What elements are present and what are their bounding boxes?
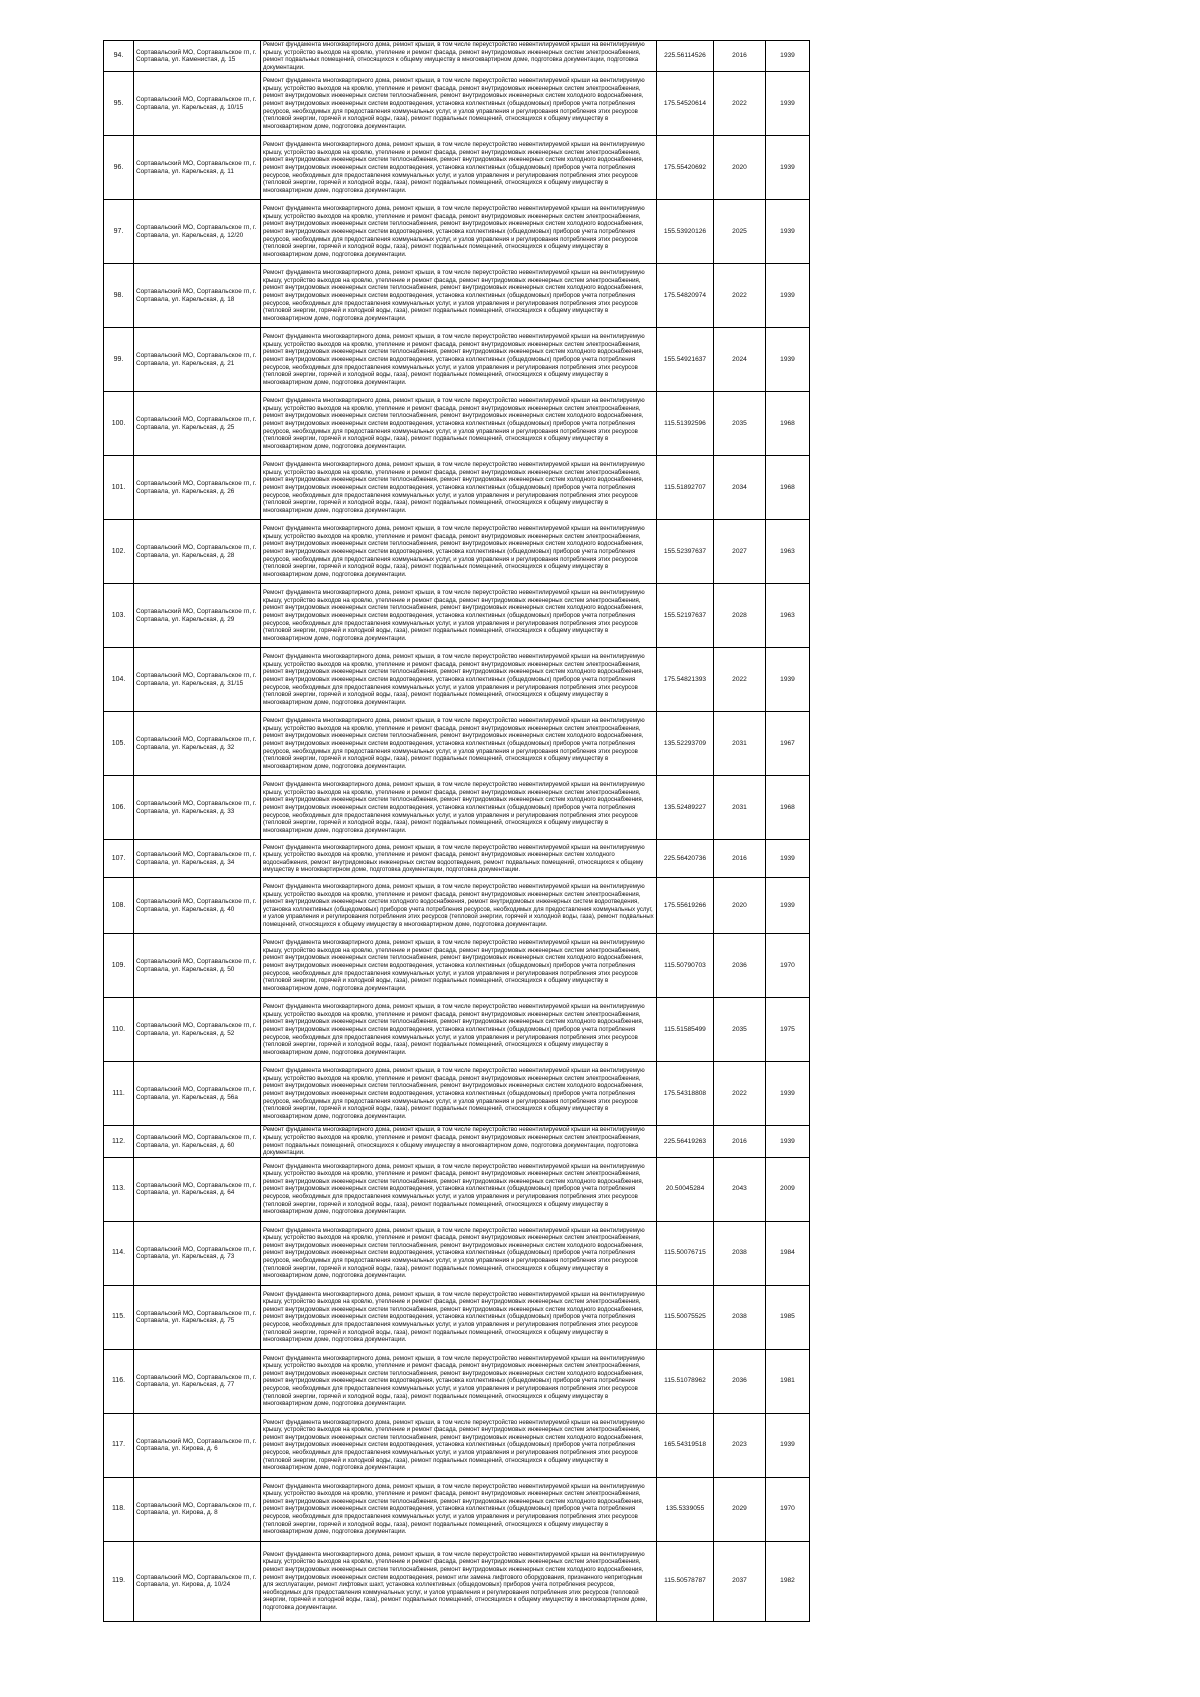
row-number: 107.: [104, 840, 134, 878]
repair-year-cell: 2025: [714, 200, 766, 264]
cost-cell: 135.52489227: [657, 776, 714, 840]
table-row: [104, 1062, 810, 1126]
repair-year-cell: 2020: [714, 136, 766, 200]
row-number: 102.: [104, 520, 134, 584]
works-text: Ремонт фундамента многоквартирного дома, ремонт крыши, в том числе переустройство невентилируемой крыши на вентилируемую крышу, устройство выходов на кровлю, утепление и ремонт фасада, ремонт внутридомовых инженерных систем электроснабжения, ремонт внутридомовых инженерных систем теплоснабжения, ремонт внутридомовых инженерных систем холодного водоснабжения, ремонт внутридомовых инженерных систем водоотведения, установка коллективных (общедомовых) приборов учета потребления ресурсов, необходимых для предоставления коммунальных услуг, и узлов управления и регулирования потребления этих ресурсов (тепловой энергии, горячей и холодной воды, газа), ремонт подвальных помещений, относящихся к общему имуществу в многоквартирном доме, подготовка документации.: [263, 781, 645, 834]
built-year-cell: 1939: [766, 840, 810, 878]
address-cell: Сортавальский МО, Сортавальское гп, г. Сортавала, ул. Карельская, д. 56а: [134, 1062, 261, 1126]
repair-year-cell: 2020: [714, 878, 766, 934]
table-row: [104, 712, 810, 776]
works-text: Ремонт фундамента многоквартирного дома, ремонт крыши, в том числе переустройство невентилируемой крыши на вентилируемую крышу, устройство выходов на кровлю, утепление и ремонт фасада, ремонт внутридомовых инженерных систем электроснабжения, ремонт внутридомовых инженерных систем теплоснабжения, ремонт внутридомовых инженерных систем холодного водоснабжения, ремонт внутридомовых инженерных систем водоотведения, установка коллективных (общедомовых) приборов учета потребления ресурсов, необходимых для предоставления коммунальных услуг, и узлов управления и регулирования потребления этих ресурсов (тепловой энергии, горячей и холодной воды, газа), ремонт подвальных помещений, относящихся к общему имуществу в многоквартирном доме, подготовка документации.: [263, 1482, 645, 1536]
repair-year-cell: 2035: [714, 392, 766, 456]
address-cell: Сортавальский МО, Сортавальское гп, г. Сортавала, ул. Кирова, д. 10/24: [134, 1541, 261, 1621]
works-text: Ремонт фундамента многоквартирного дома, ремонт крыши, в том числе переустройство невентилируемой крыши на вентилируемую крышу, устройство выходов на кровлю, утепление и ремонт фасада, ремонт внутридомовых инженерных систем электроснабжения, ремонт внутридомовых инженерных систем теплоснабжения, ремонт внутридомовых инженерных систем холодного водоснабжения, ремонт внутридомовых инженерных систем водоотведения, установка коллективных (общедомовых) приборов учета потребления ресурсов, необходимых для предоставления коммунальных услуг, и узлов управления и регулирования потребления этих ресурсов (тепловой энергии, горячей и холодной воды, газа), ремонт подвальных помещений, относящихся к общему имуществу в многоквартирном доме, подготовка документации.: [263, 1290, 645, 1344]
built-year-cell: 1985: [766, 1285, 810, 1349]
repair-year-cell: 2034: [714, 456, 766, 520]
built-year-cell: 1963: [766, 584, 810, 648]
works-text: Ремонт фундамента многоквартирного дома, ремонт крыши, в том числе переустройство невентилируемой крыши на вентилируемую крышу, устройство выходов на кровлю, утепление и ремонт фасада, ремонт внутридомовых инженерных систем электроснабжения, ремонт внутридомовых инженерных систем теплоснабжения, ремонт внутридомовых инженерных систем холодного водоснабжения, ремонт внутридомовых инженерных систем водоотведения, установка коллективных (общедомовых) приборов учета потребления ресурсов, необходимых для предоставления коммунальных услуг, и узлов управления и регулирования потребления этих ресурсов (тепловой энергии, горячей и холодной воды, газа), ремонт подвальных помещений, относящихся к общему имуществу в многоквартирном доме, подготовка документации.: [263, 653, 645, 706]
address-cell: Сортавальский МО, Сортавальское гп, г. Сортавала, ул. Карельская, д. 18: [134, 264, 261, 328]
table-row: [104, 72, 810, 136]
row-number: 109.: [104, 934, 134, 998]
repair-year-cell: 2016: [714, 1126, 766, 1157]
works-cell: [261, 998, 657, 1062]
built-year-cell: 1939: [766, 200, 810, 264]
works-text: Ремонт фундамента многоквартирного дома, ремонт крыши, в том числе переустройство невентилируемой крыши на вентилируемую крышу, устройство выходов на кровлю, утепление и ремонт фасада, ремонт внутридомовых инженерных систем электроснабжения, ремонт внутридомовых инженерных систем теплоснабжения, ремонт внутридомовых инженерных систем холодного водоснабжения, ремонт внутридомовых инженерных систем водоотведения, установка коллективных (общедомовых) приборов учета потребления ресурсов, необходимых для предоставления коммунальных услуг, и узлов управления и регулирования потребления этих ресурсов (тепловой энергии, горячей и холодной воды, газа), ремонт подвальных помещений, относящихся к общему имуществу в многоквартирном доме, подготовка документации.: [263, 269, 645, 322]
row-number: 112.: [104, 1126, 134, 1157]
works-cell: [261, 584, 657, 648]
cost-cell: 175.54318808: [657, 1062, 714, 1126]
address-cell: Сортавальский МО, Сортавальское гп, г. Сортавала, ул. Карельская, д. 21: [134, 328, 261, 392]
repair-year-cell: 2022: [714, 72, 766, 136]
built-year-cell: 1939: [766, 1413, 810, 1477]
cost-cell: 115.50790703: [657, 934, 714, 998]
works-cell: [261, 72, 657, 136]
built-year-cell: 1939: [766, 41, 810, 72]
cost-cell: 225.56420736: [657, 840, 714, 878]
works-cell: [261, 1221, 657, 1285]
works-cell: [261, 776, 657, 840]
cost-cell: 225.56419263: [657, 1126, 714, 1157]
works-cell: [261, 1062, 657, 1126]
address-cell: Сортавальский МО, Сортавальское гп, г. Сортавала, ул. Карельская, д. 32: [134, 712, 261, 776]
cost-cell: 175.54520614: [657, 72, 714, 136]
cost-cell: 115.51585499: [657, 998, 714, 1062]
row-number: 105.: [104, 712, 134, 776]
built-year-cell: 1970: [766, 934, 810, 998]
works-text: Ремонт фундамента многоквартирного дома, ремонт крыши, в том числе переустройство невентилируемой крыши на вентилируемую крышу, устройство выходов на кровлю, утепление и ремонт фасада, ремонт внутридомовых инженерных систем электроснабжения, ремонт внутридомовых инженерных систем теплоснабжения, ремонт внутридомовых инженерных систем холодного водоснабжения, ремонт внутридомовых инженерных систем водоотведения, установка коллективных (общедомовых) приборов учета потребления ресурсов, необходимых для предоставления коммунальных услуг, и узлов управления и регулирования потребления этих ресурсов (тепловой энергии, горячей и холодной воды, газа), ремонт подвальных помещений, относящихся к общему имуществу в многоквартирном доме, подготовка документации.: [263, 77, 645, 130]
cost-cell: 155.53920126: [657, 200, 714, 264]
table-row: [104, 1349, 810, 1413]
repair-year-cell: 2043: [714, 1157, 766, 1221]
works-cell: [261, 1413, 657, 1477]
works-cell: [261, 328, 657, 392]
works-cell: [261, 712, 657, 776]
works-text: Ремонт фундамента многоквартирного дома, ремонт крыши, в том числе переустройство невентилируемой крыши на вентилируемую крышу, устройство выходов на кровлю, утепление и ремонт фасада, ремонт внутридомовых инженерных систем холодного водоснабжения, ремонт внутридомовых инженерных систем водоотведения, ремонт подвальных помещений, относящихся к общему имуществу в многоквартирном доме, подготовка документации, подготовка документации.: [263, 843, 645, 874]
built-year-cell: 1970: [766, 1477, 810, 1541]
works-cell: [261, 392, 657, 456]
table-row: [104, 520, 810, 584]
repair-year-cell: 2022: [714, 1062, 766, 1126]
capital-repair-table: [103, 40, 809, 1622]
row-number: 114.: [104, 1221, 134, 1285]
works-text: Ремонт фундамента многоквартирного дома, ремонт крыши, в том числе переустройство невентилируемой крыши на вентилируемую крышу, устройство выходов на кровлю, утепление и ремонт фасада, ремонт внутридомовых инженерных систем электроснабжения, ремонт внутридомовых инженерных систем теплоснабжения, ремонт внутридомовых инженерных систем холодного водоснабжения, ремонт внутридомовых инженерных систем водоотведения, установка коллективных (общедомовых) приборов учета потребления ресурсов, необходимых для предоставления коммунальных услуг, и узлов управления и регулирования потребления этих ресурсов (тепловой энергии, горячей и холодной воды, газа), ремонт подвальных помещений, относящихся к общему имуществу в многоквартирном доме, подготовка документации.: [263, 461, 645, 514]
row-number: 104.: [104, 648, 134, 712]
cost-cell: 175.55619266: [657, 878, 714, 934]
works-cell: [261, 840, 657, 878]
works-text: Ремонт фундамента многоквартирного дома, ремонт крыши, в том числе переустройство невентилируемой крыши на вентилируемую крышу, устройство выходов на кровлю, утепление и ремонт фасада, ремонт внутридомовых инженерных систем электроснабжения, ремонт внутридомовых инженерных систем теплоснабжения, ремонт внутридомовых инженерных систем холодного водоснабжения, ремонт внутридомовых инженерных систем водоотведения, установка коллективных (общедомовых) приборов учета потребления ресурсов, необходимых для предоставления коммунальных услуг, и узлов управления и регулирования потребления этих ресурсов (тепловой энергии, горячей и холодной воды, газа), ремонт подвальных помещений, относящихся к общему имуществу в многоквартирном доме, подготовка документации.: [263, 939, 645, 992]
address-cell: Сортавальский МО, Сортавальское гп, г. Сортавала, ул. Карельская, д. 29: [134, 584, 261, 648]
address-cell: Сортавальский МО, Сортавальское гп, г. Сортавала, ул. Карельская, д. 64: [134, 1157, 261, 1221]
repair-year-cell: 2037: [714, 1541, 766, 1621]
table-row: [104, 1157, 810, 1221]
row-number: 99.: [104, 328, 134, 392]
table-row: [104, 1413, 810, 1477]
table-row: [104, 1477, 810, 1541]
cost-cell: 225.56114526: [657, 41, 714, 72]
built-year-cell: 1984: [766, 1221, 810, 1285]
works-text: Ремонт фундамента многоквартирного дома, ремонт крыши, в том числе переустройство невентилируемой крыши на вентилируемую крышу, устройство выходов на кровлю, утепление и ремонт фасада, ремонт внутридомовых инженерных систем электроснабжения, ремонт подвальных помещений, относящихся к общему имуществу в многоквартирном доме, подготовка документации, подготовка документации.: [263, 41, 645, 71]
address-cell: Сортавальский МО, Сортавальское гп, г. Сортавала, ул. Карельская, д. 12/20: [134, 200, 261, 264]
built-year-cell: 1968: [766, 392, 810, 456]
table-row: [104, 328, 810, 392]
works-cell: [261, 264, 657, 328]
works-cell: [261, 1477, 657, 1541]
repair-year-cell: 2031: [714, 712, 766, 776]
address-cell: Сортавальский МО, Сортавальское гп, г. Сортавала, ул. Каменистая, д. 15: [134, 41, 261, 72]
table-row: [104, 264, 810, 328]
address-cell: Сортавальский МО, Сортавальское гп, г. Сортавала, ул. Карельская, д. 11: [134, 136, 261, 200]
table-row: [104, 456, 810, 520]
cost-cell: 115.51892707: [657, 456, 714, 520]
row-number: 115.: [104, 1285, 134, 1349]
address-cell: Сортавальский МО, Сортавальское гп, г. Сортавала, ул. Карельская, д. 31/15: [134, 648, 261, 712]
row-number: 116.: [104, 1349, 134, 1413]
cost-cell: 20.50045284: [657, 1157, 714, 1221]
repair-year-cell: 2038: [714, 1221, 766, 1285]
row-number: 118.: [104, 1477, 134, 1541]
cost-cell: 155.52197637: [657, 584, 714, 648]
row-number: 117.: [104, 1413, 134, 1477]
row-number: 113.: [104, 1157, 134, 1221]
table-row: [104, 648, 810, 712]
works-text: Ремонт фундамента многоквартирного дома, ремонт крыши, в том числе переустройство невентилируемой крыши на вентилируемую крышу, устройство выходов на кровлю, утепление и ремонт фасада, ремонт внутридомовых инженерных систем электроснабжения, ремонт внутридомовых инженерных систем теплоснабжения, ремонт внутридомовых инженерных систем холодного водоснабжения, ремонт внутридомовых инженерных систем водоотведения, установка коллективных (общедомовых) приборов учета потребления ресурсов, необходимых для предоставления коммунальных услуг, и узлов управления и регулирования потребления этих ресурсов (тепловой энергии, горячей и холодной воды, газа), ремонт подвальных помещений, относящихся к общему имуществу в многоквартирном доме, подготовка документации.: [263, 1003, 645, 1056]
works-text: Ремонт фундамента многоквартирного дома, ремонт крыши, в том числе переустройство невентилируемой крыши на вентилируемую крышу, устройство выходов на кровлю, утепление и ремонт фасада, ремонт внутридомовых инженерных систем электроснабжения, ремонт внутридомовых инженерных систем теплоснабжения, ремонт внутридомовых инженерных систем холодного водоснабжения, ремонт внутридомовых инженерных систем водоотведения, установка коллективных (общедомовых) приборов учета потребления ресурсов, необходимых для предоставления коммунальных услуг, и узлов управления и регулирования потребления этих ресурсов (тепловой энергии, горячей и холодной воды, газа), ремонт подвальных помещений, относящихся к общему имуществу в многоквартирном доме, подготовка документации.: [263, 141, 645, 194]
built-year-cell: 1963: [766, 520, 810, 584]
row-number: 108.: [104, 878, 134, 934]
cost-cell: 175.54820974: [657, 264, 714, 328]
works-cell: [261, 1157, 657, 1221]
row-number: 111.: [104, 1062, 134, 1126]
cost-cell: 135.5339055: [657, 1477, 714, 1541]
table-row: [104, 998, 810, 1062]
table-row: [104, 878, 810, 934]
table-row: [104, 1285, 810, 1349]
works-cell: [261, 41, 657, 72]
row-number: 103.: [104, 584, 134, 648]
works-text: Ремонт фундамента многоквартирного дома, ремонт крыши, в том числе переустройство невентилируемой крыши на вентилируемую крышу, устройство выходов на кровлю, утепление и ремонт фасада, ремонт внутридомовых инженерных систем электроснабжения, ремонт подвальных помещений, относящихся к общему имуществу в многоквартирном доме, подготовка документации, подготовка документации.: [263, 1126, 645, 1157]
repair-year-cell: 2036: [714, 1349, 766, 1413]
works-text: Ремонт фундамента многоквартирного дома, ремонт крыши, в том числе переустройство невентилируемой крыши на вентилируемую крышу, устройство выходов на кровлю, утепление и ремонт фасада, ремонт внутридомовых инженерных систем электроснабжения, ремонт внутридомовых инженерных систем теплоснабжения, ремонт внутридомовых инженерных систем холодного водоснабжения, ремонт внутридомовых инженерных систем водоотведения, установка коллективных (общедомовых) приборов учета потребления ресурсов, необходимых для предоставления коммунальных услуг, и узлов управления и регулирования потребления этих ресурсов (тепловой энергии, горячей и холодной воды, газа), ремонт подвальных помещений, относящихся к общему имуществу в многоквартирном доме, подготовка документации.: [263, 1354, 645, 1408]
works-cell: [261, 1349, 657, 1413]
works-text: Ремонт фундамента многоквартирного дома, ремонт крыши, в том числе переустройство невентилируемой крыши на вентилируемую крышу, устройство выходов на кровлю, утепление и ремонт фасада, ремонт внутридомовых инженерных систем электроснабжения, ремонт внутридомовых инженерных систем теплоснабжения, ремонт внутридомовых инженерных систем холодного водоснабжения, ремонт внутридомовых инженерных систем водоотведения, установка коллективных (общедомовых) приборов учета потребления ресурсов, необходимых для предоставления коммунальных услуг, и узлов управления и регулирования потребления этих ресурсов (тепловой энергии, горячей и холодной воды, газа), ремонт подвальных помещений, относящихся к общему имуществу в многоквартирном доме, подготовка документации.: [263, 1162, 645, 1216]
built-year-cell: 1939: [766, 328, 810, 392]
repair-year-cell: 2028: [714, 584, 766, 648]
cost-cell: 165.54319518: [657, 1413, 714, 1477]
table-row: [104, 934, 810, 998]
repair-year-cell: 2023: [714, 1413, 766, 1477]
built-year-cell: 1939: [766, 136, 810, 200]
cost-cell: 175.55420692: [657, 136, 714, 200]
cost-cell: 135.52293709: [657, 712, 714, 776]
built-year-cell: 1968: [766, 456, 810, 520]
works-cell: [261, 520, 657, 584]
address-cell: Сортавальский МО, Сортавальское гп, г. Сортавала, ул. Карельская, д. 60: [134, 1126, 261, 1157]
cost-cell: 115.50578787: [657, 1541, 714, 1621]
works-cell: [261, 456, 657, 520]
address-cell: Сортавальский МО, Сортавальское гп, г. Сортавала, ул. Карельская, д. 52: [134, 998, 261, 1062]
row-number: 97.: [104, 200, 134, 264]
built-year-cell: 1967: [766, 712, 810, 776]
address-cell: Сортавальский МО, Сортавальское гп, г. Сортавала, ул. Карельская, д. 26: [134, 456, 261, 520]
table-row: [104, 136, 810, 200]
built-year-cell: 1968: [766, 776, 810, 840]
row-number: 98.: [104, 264, 134, 328]
row-number: 119.: [104, 1541, 134, 1621]
cost-cell: 175.54821393: [657, 648, 714, 712]
works-cell: [261, 648, 657, 712]
table-body: [104, 41, 810, 1622]
address-cell: Сортавальский МО, Сортавальское гп, г. Сортавала, ул. Карельская, д. 73: [134, 1221, 261, 1285]
repair-year-cell: 2031: [714, 776, 766, 840]
row-number: 101.: [104, 456, 134, 520]
address-cell: Сортавальский МО, Сортавальское гп, г. Сортавала, ул. Карельская, д. 10/15: [134, 72, 261, 136]
table-row: [104, 392, 810, 456]
works-text: Ремонт фундамента многоквартирного дома, ремонт крыши, в том числе переустройство невентилируемой крыши на вентилируемую крышу, устройство выходов на кровлю, утепление и ремонт фасада, ремонт внутридомовых инженерных систем электроснабжения, ремонт внутридомовых инженерных систем теплоснабжения, ремонт внутридомовых инженерных систем холодного водоснабжения, ремонт внутридомовых инженерных систем водоотведения, установка коллективных (общедомовых) приборов учета потребления ресурсов, необходимых для предоставления коммунальных услуг, и узлов управления и регулирования потребления этих ресурсов (тепловой энергии, горячей и холодной воды, газа), ремонт подвальных помещений, относящихся к общему имуществу в многоквартирном доме, подготовка документации.: [263, 397, 645, 450]
cost-cell: 155.52397637: [657, 520, 714, 584]
table-row: [104, 840, 810, 878]
address-cell: Сортавальский МО, Сортавальское гп, г. Сортавала, ул. Карельская, д. 25: [134, 392, 261, 456]
built-year-cell: 1981: [766, 1349, 810, 1413]
row-number: 95.: [104, 72, 134, 136]
cost-cell: 155.54921637: [657, 328, 714, 392]
row-number: 94.: [104, 41, 134, 72]
repair-year-cell: 2022: [714, 264, 766, 328]
repair-year-cell: 2024: [714, 328, 766, 392]
works-cell: [261, 1541, 657, 1621]
works-cell: [261, 1126, 657, 1157]
repair-year-cell: 2038: [714, 1285, 766, 1349]
built-year-cell: 1939: [766, 1062, 810, 1126]
works-text: Ремонт фундамента многоквартирного дома, ремонт крыши, в том числе переустройство невентилируемой крыши на вентилируемую крышу, устройство выходов на кровлю, утепление и ремонт фасада, ремонт внутридомовых инженерных систем электроснабжения, ремонт внутридомовых инженерных систем теплоснабжения, ремонт внутридомовых инженерных систем холодного водоснабжения, ремонт внутридомовых инженерных систем водоотведения, ремонт или замена лифтового оборудования, признанного непригодным для эксплуатации, ремонт лифтовых шахт, установка коллективных (общедомовых) приборов учета потребления ресурсов, необходимых для предоставления коммунальных услуг, и узлов управления и регулирования потребления этих ресурсов (тепловой энергии, горячей и холодной воды, газа), ремонт подвальных помещений, относящихся к общему имуществу в многоквартирном доме, подготовка документации.: [263, 1550, 648, 1612]
built-year-cell: 2009: [766, 1157, 810, 1221]
address-cell: Сортавальский МО, Сортавальское гп, г. Сортавала, ул. Карельская, д. 77: [134, 1349, 261, 1413]
works-cell: [261, 1285, 657, 1349]
repair-year-cell: 2022: [714, 648, 766, 712]
works-text: Ремонт фундамента многоквартирного дома, ремонт крыши, в том числе переустройство невентилируемой крыши на вентилируемую крышу, устройство выходов на кровлю, утепление и ремонт фасада, ремонт внутридомовых инженерных систем электроснабжения, ремонт внутридомовых инженерных систем теплоснабжения, ремонт внутридомовых инженерных систем холодного водоснабжения, ремонт внутридомовых инженерных систем водоотведения, установка коллективных (общедомовых) приборов учета потребления ресурсов, необходимых для предоставления коммунальных услуг, и узлов управления и регулирования потребления этих ресурсов (тепловой энергии, горячей и холодной воды, газа), ремонт подвальных помещений, относящихся к общему имуществу в многоквартирном доме, подготовка документации.: [263, 333, 645, 386]
repair-year-cell: 2016: [714, 41, 766, 72]
repair-program-table: [103, 40, 810, 1622]
address-cell: Сортавальский МО, Сортавальское гп, г. Сортавала, ул. Карельская, д. 40: [134, 878, 261, 934]
built-year-cell: 1939: [766, 264, 810, 328]
table-row: [104, 1541, 810, 1621]
works-text: Ремонт фундамента многоквартирного дома, ремонт крыши, в том числе переустройство невентилируемой крыши на вентилируемую крышу, устройство выходов на кровлю, утепление и ремонт фасада, ремонт внутридомовых инженерных систем электроснабжения, ремонт внутридомовых инженерных систем теплоснабжения, ремонт внутридомовых инженерных систем холодного водоснабжения, ремонт внутридомовых инженерных систем водоотведения, установка коллективных (общедомовых) приборов учета потребления ресурсов, необходимых для предоставления коммунальных услуг, и узлов управления и регулирования потребления этих ресурсов (тепловой энергии, горячей и холодной воды, газа), ремонт подвальных помещений, относящихся к общему имуществу в многоквартирном доме, подготовка документации.: [263, 1418, 645, 1472]
repair-year-cell: 2029: [714, 1477, 766, 1541]
works-text: Ремонт фундамента многоквартирного дома, ремонт крыши, в том числе переустройство невентилируемой крыши на вентилируемую крышу, устройство выходов на кровлю, утепление и ремонт фасада, ремонт внутридомовых инженерных систем электроснабжения, ремонт внутридомовых инженерных систем холодного водоснабжения, ремонт внутридомовых инженерных систем водоотведения, установка коллективных (общедомовых) приборов учета потребления ресурсов, необходимых для предоставления коммунальных услуг, и узлов управления и регулирования потребления этих ресурсов (тепловой энергии, горячей и холодной воды, газа), ремонт подвальных помещений, относящихся к общему имуществу в многоквартирном доме, подготовка документации.: [263, 883, 654, 929]
address-cell: Сортавальский МО, Сортавальское гп, г. Сортавала, ул. Карельская, д. 75: [134, 1285, 261, 1349]
repair-year-cell: 2036: [714, 934, 766, 998]
works-text: Ремонт фундамента многоквартирного дома, ремонт крыши, в том числе переустройство невентилируемой крыши на вентилируемую крышу, устройство выходов на кровлю, утепление и ремонт фасада, ремонт внутридомовых инженерных систем электроснабжения, ремонт внутридомовых инженерных систем теплоснабжения, ремонт внутридомовых инженерных систем холодного водоснабжения, ремонт внутридомовых инженерных систем водоотведения, установка коллективных (общедомовых) приборов учета потребления ресурсов, необходимых для предоставления коммунальных услуг, и узлов управления и регулирования потребления этих ресурсов (тепловой энергии, горячей и холодной воды, газа), ремонт подвальных помещений, относящихся к общему имуществу в многоквартирном доме, подготовка документации.: [263, 205, 645, 258]
works-text: Ремонт фундамента многоквартирного дома, ремонт крыши, в том числе переустройство невентилируемой крыши на вентилируемую крышу, устройство выходов на кровлю, утепление и ремонт фасада, ремонт внутридомовых инженерных систем электроснабжения, ремонт внутридомовых инженерных систем теплоснабжения, ремонт внутридомовых инженерных систем холодного водоснабжения, ремонт внутридомовых инженерных систем водоотведения, установка коллективных (общедомовых) приборов учета потребления ресурсов, необходимых для предоставления коммунальных услуг, и узлов управления и регулирования потребления этих ресурсов (тепловой энергии, горячей и холодной воды, газа), ремонт подвальных помещений, относящихся к общему имуществу в многоквартирном доме, подготовка документации.: [263, 717, 645, 770]
table-row: [104, 1126, 810, 1157]
table-row: [104, 1221, 810, 1285]
table-row: [104, 200, 810, 264]
table-row: [104, 41, 810, 72]
row-number: 100.: [104, 392, 134, 456]
works-cell: [261, 136, 657, 200]
works-cell: [261, 200, 657, 264]
built-year-cell: 1982: [766, 1541, 810, 1621]
cost-cell: 115.50076715: [657, 1221, 714, 1285]
cost-cell: 115.50075525: [657, 1285, 714, 1349]
address-cell: Сортавальский МО, Сортавальское гп, г. Сортавала, ул. Карельская, д. 50: [134, 934, 261, 998]
row-number: 106.: [104, 776, 134, 840]
built-year-cell: 1939: [766, 648, 810, 712]
address-cell: Сортавальский МО, Сортавальское гп, г. Сортавала, ул. Кирова, д. 6: [134, 1413, 261, 1477]
address-cell: Сортавальский МО, Сортавальское гп, г. Сортавала, ул. Карельская, д. 28: [134, 520, 261, 584]
address-cell: Сортавальский МО, Сортавальское гп, г. Сортавала, ул. Карельская, д. 34: [134, 840, 261, 878]
built-year-cell: 1975: [766, 998, 810, 1062]
built-year-cell: 1939: [766, 1126, 810, 1157]
cost-cell: 115.51078962: [657, 1349, 714, 1413]
repair-year-cell: 2035: [714, 998, 766, 1062]
address-cell: Сортавальский МО, Сортавальское гп, г. Сортавала, ул. Карельская, д. 33: [134, 776, 261, 840]
works-cell: [261, 878, 657, 934]
works-text: Ремонт фундамента многоквартирного дома, ремонт крыши, в том числе переустройство невентилируемой крыши на вентилируемую крышу, устройство выходов на кровлю, утепление и ремонт фасада, ремонт внутридомовых инженерных систем электроснабжения, ремонт внутридомовых инженерных систем теплоснабжения, ремонт внутридомовых инженерных систем холодного водоснабжения, ремонт внутридомовых инженерных систем водоотведения, установка коллективных (общедомовых) приборов учета потребления ресурсов, необходимых для предоставления коммунальных услуг, и узлов управления и регулирования потребления этих ресурсов (тепловой энергии, горячей и холодной воды, газа), ремонт подвальных помещений, относящихся к общему имуществу в многоквартирном доме, подготовка документации.: [263, 1226, 645, 1280]
row-number: 110.: [104, 998, 134, 1062]
works-cell: [261, 934, 657, 998]
works-text: Ремонт фундамента многоквартирного дома, ремонт крыши, в том числе переустройство невентилируемой крыши на вентилируемую крышу, устройство выходов на кровлю, утепление и ремонт фасада, ремонт внутридомовых инженерных систем электроснабжения, ремонт внутридомовых инженерных систем теплоснабжения, ремонт внутридомовых инженерных систем холодного водоснабжения, ремонт внутридомовых инженерных систем водоотведения, установка коллективных (общедомовых) приборов учета потребления ресурсов, необходимых для предоставления коммунальных услуг, и узлов управления и регулирования потребления этих ресурсов (тепловой энергии, горячей и холодной воды, газа), ремонт подвальных помещений, относящихся к общему имуществу в многоквартирном доме, подготовка документации.: [263, 589, 645, 642]
works-text: Ремонт фундамента многоквартирного дома, ремонт крыши, в том числе переустройство невентилируемой крыши на вентилируемую крышу, устройство выходов на кровлю, утепление и ремонт фасада, ремонт внутридомовых инженерных систем электроснабжения, ремонт внутридомовых инженерных систем теплоснабжения, ремонт внутридомовых инженерных систем холодного водоснабжения, ремонт внутридомовых инженерных систем водоотведения, установка коллективных (общедомовых) приборов учета потребления ресурсов, необходимых для предоставления коммунальных услуг, и узлов управления и регулирования потребления этих ресурсов (тепловой энергии, горячей и холодной воды, газа), ремонт подвальных помещений, относящихся к общему имуществу в многоквартирном доме, подготовка документации.: [263, 1067, 645, 1120]
built-year-cell: 1939: [766, 72, 810, 136]
cost-cell: 115.51392596: [657, 392, 714, 456]
repair-year-cell: 2027: [714, 520, 766, 584]
built-year-cell: 1939: [766, 878, 810, 934]
works-text: Ремонт фундамента многоквартирного дома, ремонт крыши, в том числе переустройство невентилируемой крыши на вентилируемую крышу, устройство выходов на кровлю, утепление и ремонт фасада, ремонт внутридомовых инженерных систем электроснабжения, ремонт внутридомовых инженерных систем теплоснабжения, ремонт внутридомовых инженерных систем холодного водоснабжения, ремонт внутридомовых инженерных систем водоотведения, установка коллективных (общедомовых) приборов учета потребления ресурсов, необходимых для предоставления коммунальных услуг, и узлов управления и регулирования потребления этих ресурсов (тепловой энергии, горячей и холодной воды, газа), ремонт подвальных помещений, относящихся к общему имуществу в многоквартирном доме, подготовка документации.: [263, 525, 645, 578]
table-row: [104, 584, 810, 648]
row-number: 96.: [104, 136, 134, 200]
repair-year-cell: 2016: [714, 840, 766, 878]
table-row: [104, 776, 810, 840]
address-cell: Сортавальский МО, Сортавальское гп, г. Сортавала, ул. Кирова, д. 8: [134, 1477, 261, 1541]
